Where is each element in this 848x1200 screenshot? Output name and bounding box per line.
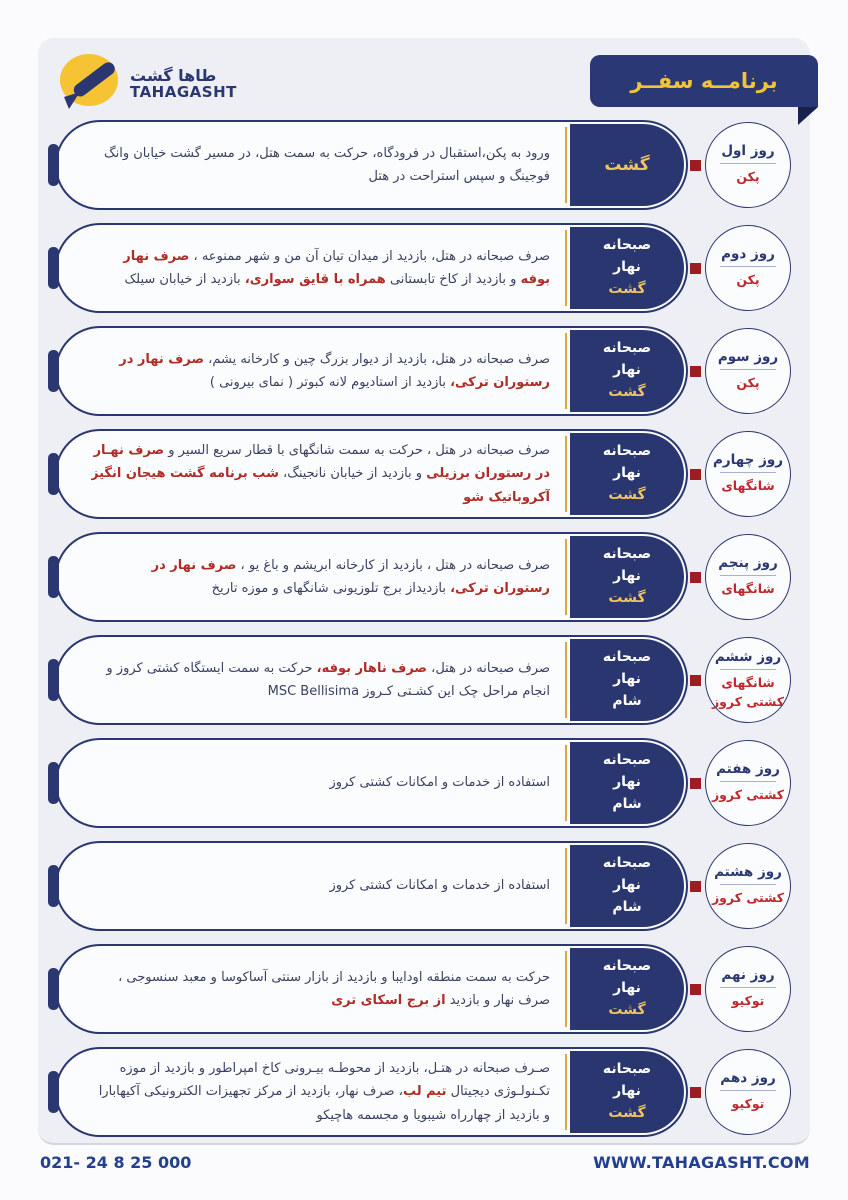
- footer-website-link[interactable]: WWW.TAHAGASHT.COM: [593, 1153, 810, 1172]
- brand-name: [130, 65, 237, 101]
- gold-separator-line: [565, 333, 567, 409]
- day-description-text: حرکت به سمت منطقه اودایبا و بازدید از بازار سنتی آساکوسا و معبد سنسوجی ، صرف نهار و بازدید از برج اسکای تری: [118, 969, 550, 1008]
- brand-name-en: TAHAGASHT: [130, 82, 237, 101]
- bookmark-bar-decoration: [48, 1071, 59, 1113]
- bookmark-bar-decoration: [48, 968, 59, 1010]
- gold-separator-line: [565, 848, 567, 924]
- day-description: [91, 436, 550, 512]
- day-location-label: توکیو: [731, 993, 765, 1009]
- day-badge-divider: [720, 163, 776, 164]
- bookmark-bar-decoration: [48, 247, 59, 289]
- day-description: [91, 951, 550, 1027]
- day-badge: [705, 843, 791, 929]
- itinerary-row: [38, 532, 810, 622]
- day-capsule: [55, 326, 688, 416]
- day-badge-divider: [720, 884, 776, 885]
- day-number-label: روز سوم: [717, 349, 779, 366]
- day-capsule: [55, 223, 688, 313]
- day-number-label: روز دوم: [721, 246, 775, 263]
- day-description: [91, 127, 550, 203]
- brand-logo: [56, 52, 237, 116]
- itinerary-row: [38, 841, 810, 931]
- day-badge-divider: [720, 369, 776, 370]
- brand-name-fa: طاها گشت: [130, 65, 217, 85]
- day-capsule: [55, 635, 688, 725]
- day-description-text: استفاده از خدمات و امکانات کشتی کروز: [329, 775, 550, 791]
- bookmark-bar-decoration: [48, 762, 59, 804]
- day-badge: [705, 946, 791, 1032]
- bookmark-bar-decoration: [48, 659, 59, 701]
- itinerary-row: [38, 1047, 810, 1137]
- day-badge-divider: [720, 1090, 776, 1091]
- day-capsule: [55, 429, 688, 519]
- meals-block: صبحانه نهار شام: [570, 845, 684, 927]
- connector-square-decoration: [690, 881, 701, 892]
- day-badge: [705, 225, 791, 311]
- day-badge-divider: [720, 781, 776, 782]
- day-number-label: روز دهم: [720, 1070, 776, 1087]
- itinerary-row: [38, 738, 810, 828]
- page-title-ribbon: [590, 55, 818, 107]
- itinerary-row: [38, 223, 810, 313]
- itinerary-list: [38, 120, 810, 1150]
- day-capsule: [55, 1047, 688, 1137]
- meals-block: گشت: [570, 124, 684, 206]
- day-capsule: [55, 841, 688, 931]
- gold-separator-line: [565, 642, 567, 718]
- day-description: [91, 642, 550, 718]
- day-number-label: روز هشتم: [714, 864, 782, 881]
- day-badge: [705, 1049, 791, 1135]
- day-badge: [705, 328, 791, 414]
- connector-square-decoration: [690, 263, 701, 274]
- tahagasht-logo-icon: [56, 52, 122, 116]
- day-number-label: روز چهارم: [713, 452, 784, 469]
- day-location-label: توکیو: [731, 1096, 765, 1112]
- day-description: [91, 848, 550, 924]
- connector-square-decoration: [690, 1087, 701, 1098]
- meals-block: صبحانه نهار گشت: [570, 227, 684, 309]
- day-badge-divider: [720, 669, 776, 670]
- connector-square-decoration: [690, 366, 701, 377]
- gold-separator-line: [565, 127, 567, 203]
- bookmark-bar-decoration: [48, 453, 59, 495]
- day-description-text: صرف صبحانه در هتل ، حرکت به سمت شانگهای با قطار سریع السیر و صرف نهـار در رستوران برزیلی و بازدید از خیابان نانجینگ، شب برنامه گشت هیجان انگیز آکروباتیک شو: [91, 442, 550, 505]
- gold-separator-line: [565, 951, 567, 1027]
- meals-block: صبحانه نهار گشت: [570, 330, 684, 412]
- day-badge: [705, 740, 791, 826]
- connector-square-decoration: [690, 778, 701, 789]
- meals-block: صبحانه نهار گشت: [570, 433, 684, 515]
- day-location-label: کشتی کروز: [711, 787, 785, 803]
- itinerary-row: [38, 120, 810, 210]
- meals-block: صبحانه نهار شام: [570, 639, 684, 721]
- itinerary-row: [38, 944, 810, 1034]
- day-number-label: روز پنجم: [718, 555, 778, 572]
- day-capsule: [55, 120, 688, 210]
- day-location-label: شانگهای: [721, 581, 775, 597]
- day-description-text: صرف صبحانه در هتل، صرف ناهار بوفه، حرکت به سمت ایستگاه کشتی کروز و انجام مراحل چک این کشـتی کـروز MSC Bellisima: [106, 660, 550, 699]
- itinerary-row: [38, 326, 810, 416]
- day-badge-divider: [720, 266, 776, 267]
- itinerary-panel: [38, 38, 810, 1145]
- bookmark-bar-decoration: [48, 865, 59, 907]
- day-description: [91, 230, 550, 306]
- day-number-label: روز ششم: [714, 649, 782, 666]
- gold-separator-line: [565, 230, 567, 306]
- day-number-label: روز نهم: [721, 967, 775, 984]
- connector-square-decoration: [690, 469, 701, 480]
- day-location-label: کشتی کروز: [711, 890, 785, 906]
- connector-square-decoration: [690, 675, 701, 686]
- connector-square-decoration: [690, 984, 701, 995]
- connector-square-decoration: [690, 572, 701, 583]
- bookmark-bar-decoration: [48, 144, 59, 186]
- meals-block: صبحانه نهار شام: [570, 742, 684, 824]
- connector-square-decoration: [690, 160, 701, 171]
- day-location-label: شانگهای: [721, 478, 775, 494]
- bookmark-bar-decoration: [48, 556, 59, 598]
- itinerary-row: [38, 635, 810, 725]
- day-badge: [705, 122, 791, 208]
- meals-block: صبحانه نهار گشت: [570, 1051, 684, 1133]
- day-location-label: شانگهای کشتی کروز: [711, 675, 785, 709]
- day-description: [91, 1054, 550, 1130]
- day-description: [91, 333, 550, 409]
- gold-separator-line: [565, 436, 567, 512]
- day-description: [91, 539, 550, 615]
- day-description-text: صرف صبحانه در هتل، بازدید از میدان تیان آن من و شهر ممنوعه ، صرف نهار بوفه و بازدید از کاخ تابستانی همراه با قایق سواری، بازدید از خیابان سیلک: [123, 248, 550, 287]
- bookmark-bar-decoration: [48, 350, 59, 392]
- meals-block: صبحانه نهار گشت: [570, 948, 684, 1030]
- day-badge-divider: [720, 575, 776, 576]
- day-description-text: صرف صبحانه در هتل، بازدید از دیوار بزرگ چین و کارخانه یشم، صرف نهار در رستوران ترکی، بازدید از استادیوم لانه کبوتر ( نمای بیرونی ): [119, 351, 550, 390]
- day-capsule: [55, 532, 688, 622]
- meals-block: صبحانه نهار گشت: [570, 536, 684, 618]
- day-number-label: روز اول: [721, 143, 775, 160]
- day-capsule: [55, 738, 688, 828]
- gold-separator-line: [565, 745, 567, 821]
- day-number-label: روز هفتم: [716, 761, 780, 778]
- day-description-text: صـرف صبحانه در هتـل، بازدید از محوطـه بیـرونی کاخ امپراطور و بازدید از موزه تکـنولـوژی دیجیتال تیم لب، صرف نهار، بازدید از مرکز تجهیزات الکترونیکی آکیهابارا و بازدید از چهارراه شیبویا و مجسمه هاچیکو: [98, 1060, 550, 1123]
- footer-phone[interactable]: 021- 24 8 25 000: [40, 1153, 192, 1172]
- day-description-text: صرف صبحانه در هتل ، بازدید از کارخانه ابریشم و باغ یو ، صرف نهار در رستوران ترکی، بازدیداز برج تلوزیونی شانگهای و موزه تاریخ: [151, 557, 550, 596]
- day-capsule: [55, 944, 688, 1034]
- day-badge: [705, 534, 791, 620]
- day-description-text: استفاده از خدمات و امکانات کشتی کروز: [329, 878, 550, 894]
- page-title: برنامــه سفــر: [630, 69, 778, 93]
- day-description-text: ورود به پکن،استقبال در فرودگاه، حرکت به سمت هتل، در مسیر گشت خیابان وانگ فوجینگ و سپس استراحت در هتل: [103, 145, 550, 184]
- day-description: [91, 745, 550, 821]
- day-badge: [705, 431, 791, 517]
- day-badge: [705, 637, 791, 723]
- day-location-label: پکن: [736, 272, 760, 288]
- day-badge-divider: [720, 987, 776, 988]
- gold-separator-line: [565, 1054, 567, 1130]
- itinerary-row: [38, 429, 810, 519]
- gold-separator-line: [565, 539, 567, 615]
- day-location-label: پکن: [736, 375, 760, 391]
- day-location-label: پکن: [736, 169, 760, 185]
- day-badge-divider: [720, 472, 776, 473]
